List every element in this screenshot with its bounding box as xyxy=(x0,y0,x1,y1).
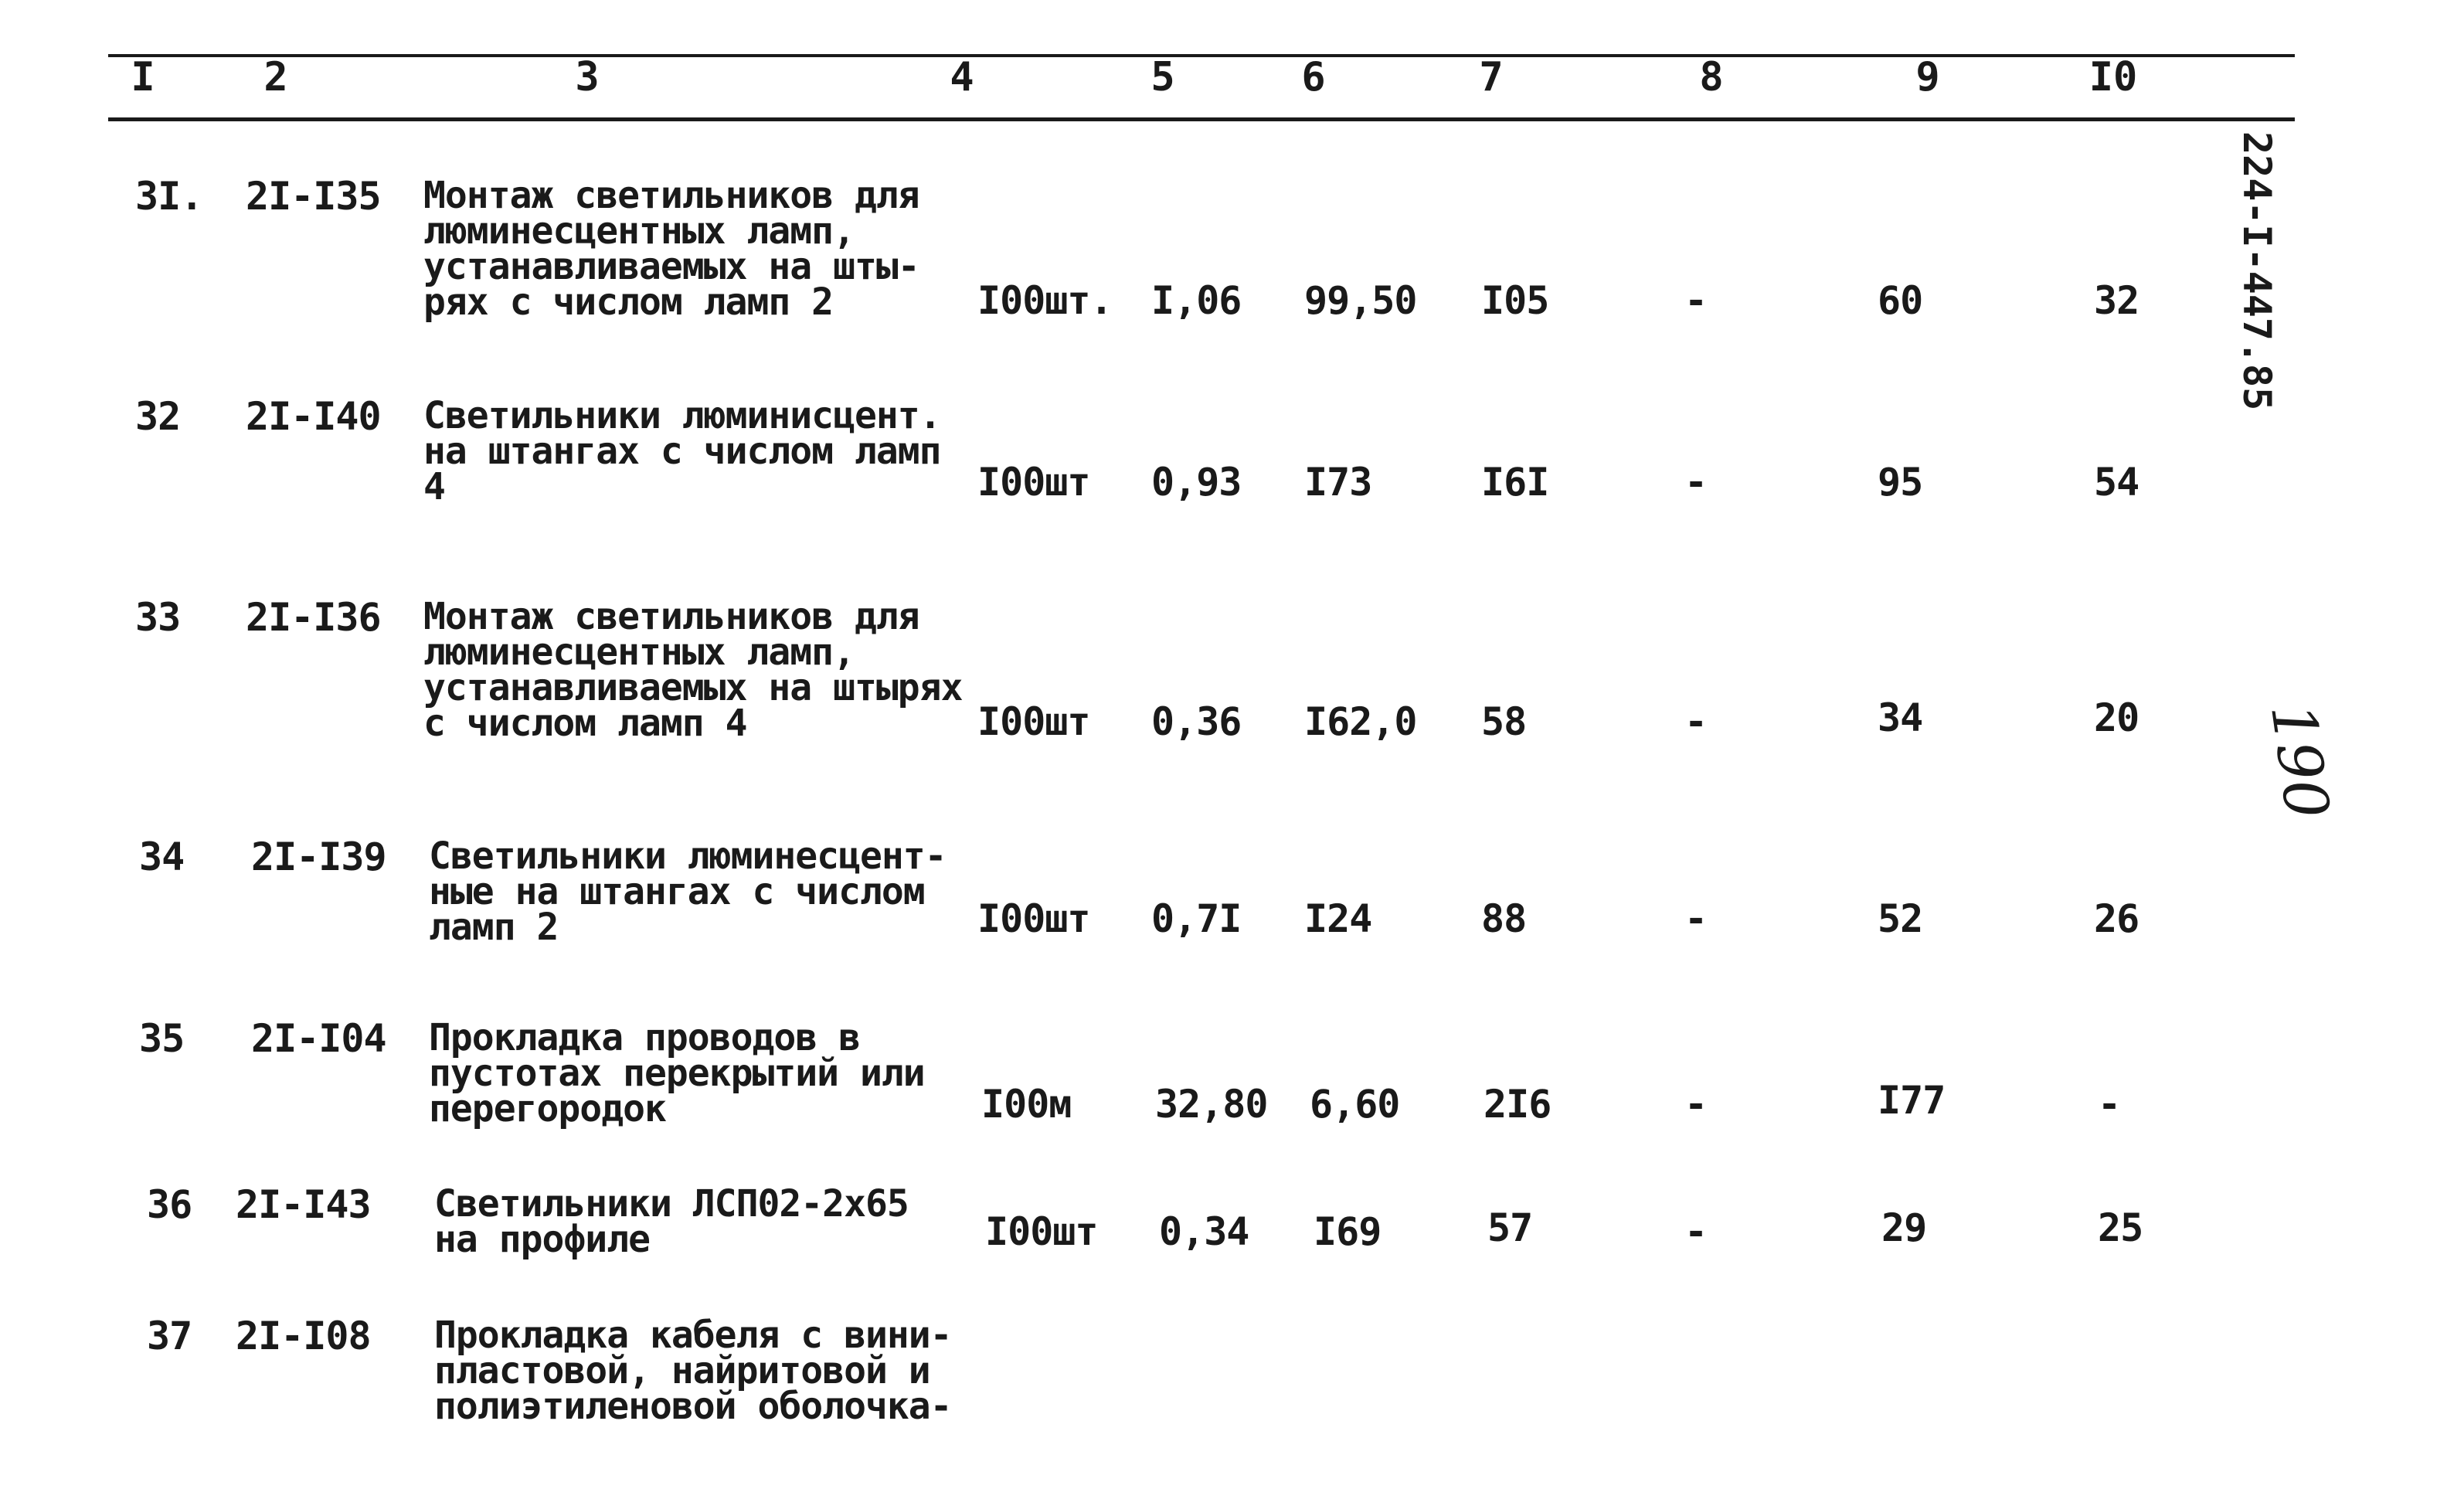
row-col-10: 20 xyxy=(2094,695,2139,740)
top-rule xyxy=(108,54,2295,57)
row-code: 2I-I39 xyxy=(251,835,386,879)
row-number: 36 xyxy=(147,1182,192,1227)
header-col-9: 9 xyxy=(1915,54,1940,100)
row-unit: I00шт xyxy=(977,896,1090,941)
row-col-10: 54 xyxy=(2094,460,2139,505)
row-col-6: I73 xyxy=(1304,460,1372,505)
row-unit: I00шт xyxy=(985,1209,1098,1254)
header-col-7: 7 xyxy=(1479,54,1504,100)
row-number: 35 xyxy=(139,1016,185,1061)
row-code: 2I-I36 xyxy=(246,595,381,640)
row-code: 2I-I08 xyxy=(236,1314,371,1358)
row-col-10: 32 xyxy=(2094,278,2139,323)
row-col-6: I24 xyxy=(1304,896,1372,941)
row-col-9: 60 xyxy=(1878,278,1923,323)
row-col-8: - xyxy=(1684,278,1708,323)
row-unit: I00м xyxy=(981,1082,1072,1127)
row-number: 34 xyxy=(139,835,185,879)
header-col-2: 2 xyxy=(263,54,288,100)
row-col-8: - xyxy=(1684,699,1708,744)
row-col-7: 57 xyxy=(1487,1205,1533,1250)
row-col-6: I62,0 xyxy=(1304,699,1417,744)
row-col-7: I05 xyxy=(1481,278,1549,323)
row-number: 32 xyxy=(135,394,181,439)
row-description: Светильники ЛСП02-2х65 на профиле xyxy=(434,1182,909,1261)
header-col-6: 6 xyxy=(1301,54,1326,100)
row-description: Прокладка проводов в пустотах перекрытий или перегородок xyxy=(429,1016,925,1130)
row-description: Монтаж светильников для люминесцентных ламп, устанавливаемых на шты- рях с числом ламп 2 xyxy=(423,174,919,324)
row-col-9: 29 xyxy=(1881,1205,1927,1250)
row-col-5: 0,36 xyxy=(1151,699,1242,744)
row-unit: I00шт xyxy=(977,699,1090,744)
row-col-5: 0,7I xyxy=(1151,896,1242,941)
header-rule xyxy=(108,117,2295,121)
row-unit: I00шт xyxy=(977,460,1090,505)
header-col-3: 3 xyxy=(575,54,600,100)
row-col-5: 32,80 xyxy=(1155,1082,1268,1127)
row-col-10: - xyxy=(2098,1082,2121,1127)
row-col-8: - xyxy=(1684,896,1708,941)
header-col-8: 8 xyxy=(1699,54,1724,100)
row-col-10: 26 xyxy=(2094,896,2139,941)
row-description: Светильники люминисцент. на штангах с числом ламп 4 xyxy=(423,394,941,508)
row-col-6: I69 xyxy=(1314,1209,1382,1254)
row-description: Светильники люминесцент- ные на штангах с числом ламп 2 xyxy=(429,835,947,949)
row-number: 33 xyxy=(135,595,181,640)
row-col-6: 99,50 xyxy=(1304,278,1417,323)
header-col-10: I0 xyxy=(2088,54,2138,100)
row-col-8: - xyxy=(1684,460,1708,505)
row-number: 37 xyxy=(147,1314,192,1358)
row-description: Прокладка кабеля с вини- пластовой, найритовой и полиэтиленовой оболочка- xyxy=(434,1314,952,1428)
row-col-9: 52 xyxy=(1878,896,1923,941)
row-code: 2I-I04 xyxy=(251,1016,386,1061)
header-col-1: I xyxy=(131,54,155,100)
row-col-10: 25 xyxy=(2098,1205,2143,1250)
row-col-5: 0,34 xyxy=(1159,1209,1249,1254)
page-number: 190 xyxy=(2256,699,2342,823)
row-col-5: 0,93 xyxy=(1151,460,1242,505)
row-unit: I00шт. xyxy=(977,278,1113,323)
row-description: Монтаж светильников для люминесцентных ламп, устанавливаемых на штырях с числом ламп 4 xyxy=(423,595,963,745)
row-col-7: 58 xyxy=(1481,699,1527,744)
document-code: 224-I-447.85 xyxy=(2235,131,2279,411)
row-col-9: 95 xyxy=(1878,460,1923,505)
header-col-5: 5 xyxy=(1150,54,1175,100)
row-number: 3I. xyxy=(135,174,203,219)
row-col-8: - xyxy=(1684,1209,1708,1254)
row-col-5: I,06 xyxy=(1151,278,1242,323)
row-col-7: 2I6 xyxy=(1483,1082,1551,1127)
row-code: 2I-I35 xyxy=(246,174,381,219)
header-col-4: 4 xyxy=(950,54,974,100)
row-col-9: 34 xyxy=(1878,695,1923,740)
row-col-7: I6I xyxy=(1481,460,1549,505)
row-col-7: 88 xyxy=(1481,896,1527,941)
row-code: 2I-I43 xyxy=(236,1182,371,1227)
row-col-8: - xyxy=(1684,1082,1708,1127)
row-col-6: 6,60 xyxy=(1310,1082,1400,1127)
row-col-9: I77 xyxy=(1878,1078,1946,1123)
row-code: 2I-I40 xyxy=(246,394,381,439)
